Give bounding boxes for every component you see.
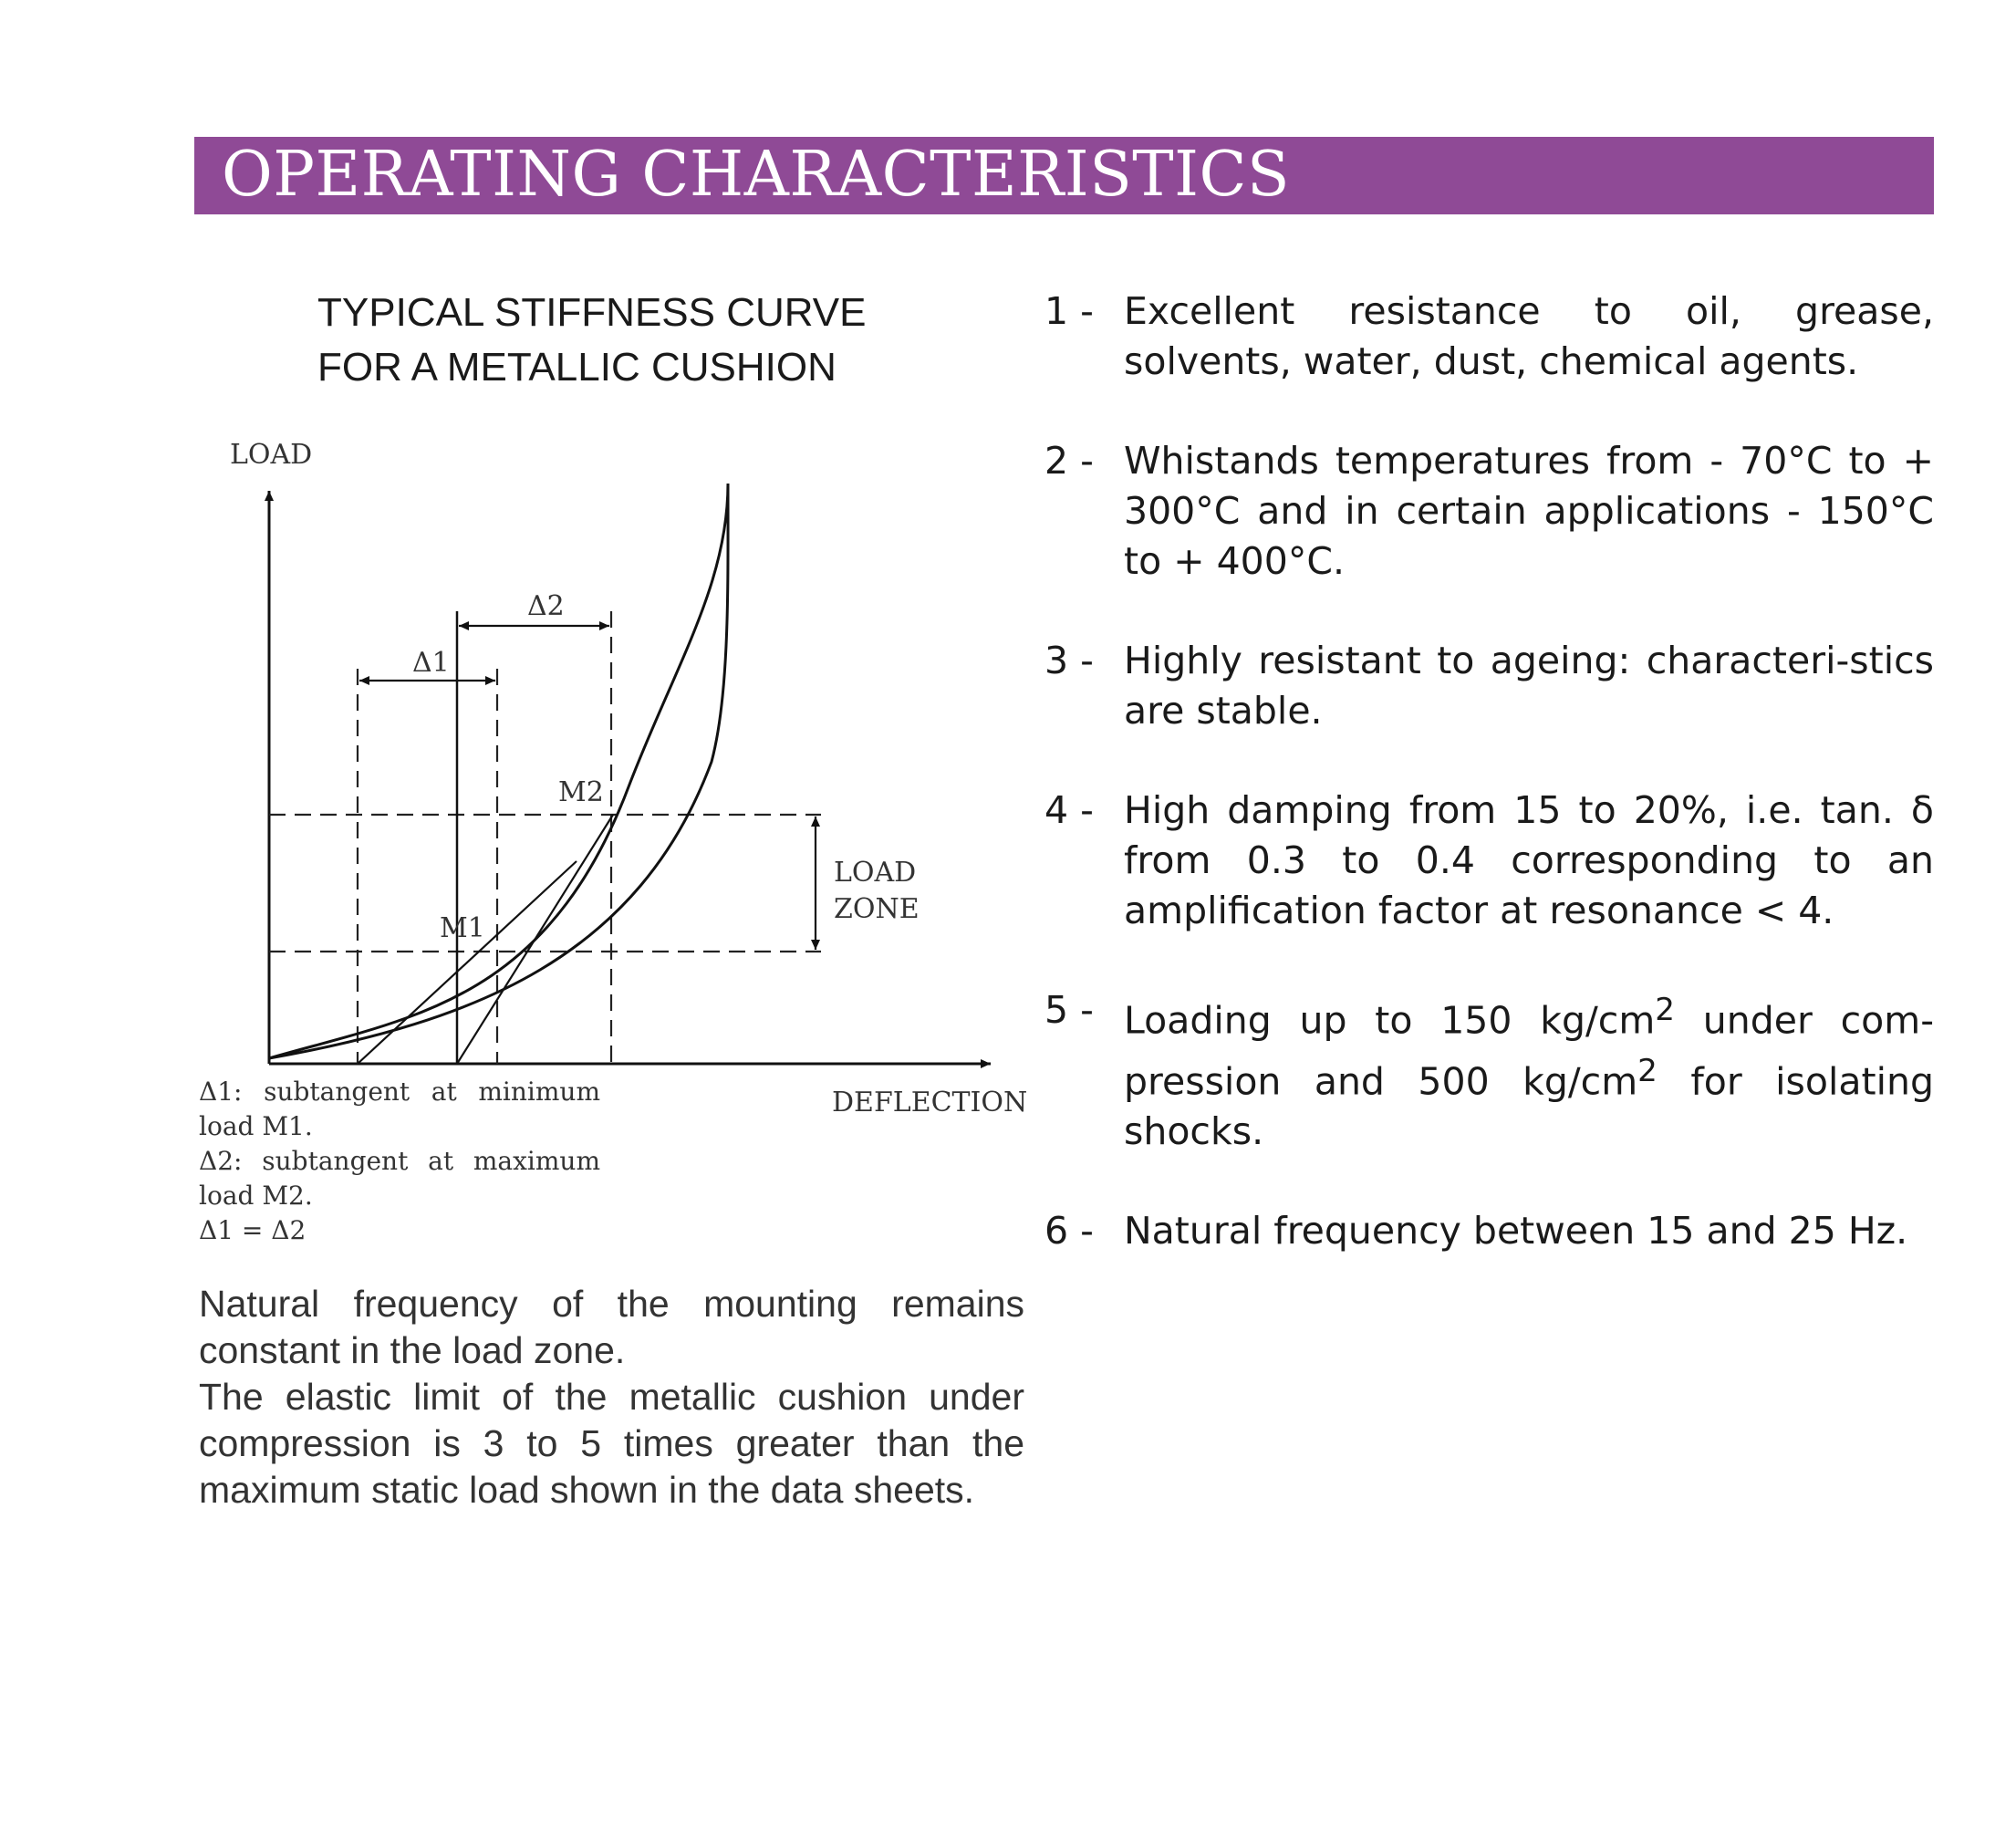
item-number: 2 - <box>1044 439 1094 483</box>
page-title: OPERATING CHARACTERISTICS <box>222 139 1291 211</box>
list-item <box>1044 286 1934 387</box>
item-text: Highly resistant to ageing: characteri-stics are stable. <box>1124 639 1934 733</box>
note-paragraph-2: The elastic limit of the metallic cushion under compression is 3 to 5 times greater than the maximum static load shown in the data sheets. <box>199 1376 1024 1511</box>
item-number: 6 - <box>1044 1209 1094 1254</box>
item-text: Natural frequency between 15 and 25 Hz. <box>1124 1209 1908 1254</box>
y-axis-label: LOAD <box>230 439 313 471</box>
list-item <box>1044 636 1934 736</box>
item-text: Excellent resistance to oil, grease, solvents, water, dust, chemical agents. <box>1124 289 1934 383</box>
note-paragraph-1: Natural frequency of the mounting remains constant in the load zone. <box>199 1283 1024 1371</box>
delta1-label: Δ1 <box>412 647 450 679</box>
tangent-at-m1 <box>358 861 577 1064</box>
item-number: 4 - <box>1044 788 1094 832</box>
load-zone-label-line-2: ZONE <box>834 893 920 925</box>
features-list <box>1044 286 1934 1306</box>
list-item <box>1044 1206 1934 1256</box>
delta2-label: Δ2 <box>527 590 565 622</box>
legend-line-2: load M1. <box>199 1111 313 1141</box>
m2-label: M2 <box>558 776 604 808</box>
item-text: Loading up to 150 $kg/cm^2$ under com-pression and 500 $kg/cm^2$ for isolating shocks. <box>1124 992 1934 1154</box>
chart-title-line-2: FOR A METALLIC CUSHION <box>317 345 837 390</box>
list-item <box>1044 985 1934 1157</box>
legend-line-1: Δ1: subtangent at minimum <box>199 1077 600 1107</box>
load-zone-label-line-1: LOAD <box>834 857 917 889</box>
item-number: 5 - <box>1044 988 1094 1032</box>
unloading-curve <box>269 484 728 1058</box>
legend-line-4: load M2. <box>199 1181 313 1211</box>
item-text: High damping from 15 to 20%, i.e. tan. δ from 0.3 to 0.4 corresponding to an amplification factor at resonance < 4. <box>1124 788 1934 932</box>
item-text: Whistands temperatures from - 70°C to + 300°C and in certain applications - 150°C to + 400°C. <box>1124 439 1934 583</box>
chart-legend <box>199 1075 600 1248</box>
legend-line-3: Δ2: subtangent at maximum <box>199 1146 600 1176</box>
list-item <box>1044 436 1934 587</box>
chart-title-line-1: TYPICAL STIFFNESS CURVE <box>317 290 867 335</box>
m1-label: M1 <box>440 912 485 944</box>
legend-line-5: Δ1 = Δ2 <box>199 1215 307 1245</box>
chart-notes <box>199 1281 1024 1514</box>
item-number: 1 - <box>1044 289 1094 333</box>
x-axis-label: DEFLECTION <box>832 1087 1028 1118</box>
list-item <box>1044 785 1934 936</box>
guide-lines <box>269 611 821 1064</box>
item-number: 3 - <box>1044 639 1094 682</box>
